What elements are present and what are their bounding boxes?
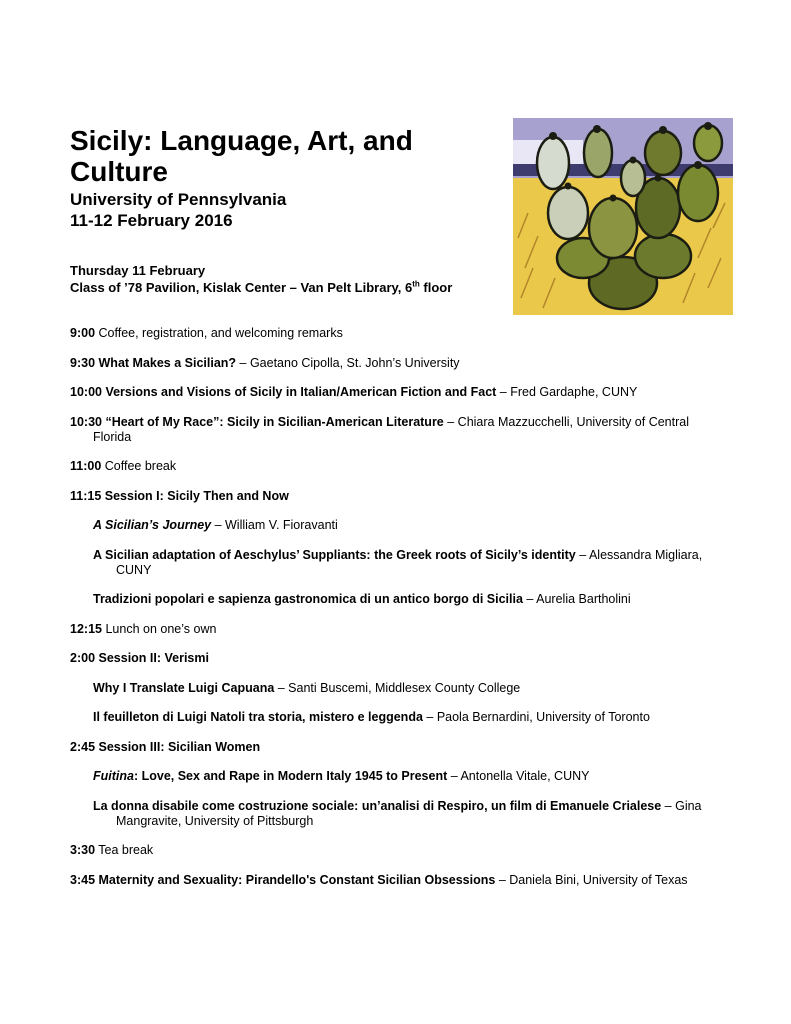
venue-text: Class of ’78 Pavilion, Kislak Center – Van Pelt Library, 6 (70, 280, 413, 295)
schedule-entry-1100 (70, 459, 720, 474)
talk-speaker: – William V. Fioravanti (211, 518, 338, 532)
entry-time: 12:15 (70, 621, 102, 636)
entry-description: Lunch on one’s own (101, 621, 217, 636)
title-line-1: Sicily: Language, Art, and (70, 125, 413, 156)
schedule (70, 326, 720, 902)
schedule-entry-0930 (70, 356, 720, 371)
entry-time: 2:00 (70, 651, 96, 665)
talk-title: : Love, Sex and Rape in Modern Italy 1945 to Present (133, 769, 448, 783)
talk-tradizioni-popolari (93, 592, 720, 607)
talk-sicilians-journey (93, 518, 720, 533)
entry-description: Coffee break (101, 459, 177, 473)
venue (70, 279, 452, 296)
session-title: Session III: Sicilian Women (95, 739, 261, 754)
cactus-painting (513, 118, 733, 315)
venue-superscript: th (412, 279, 420, 289)
schedule-entry-0900 (70, 326, 720, 341)
talk-speaker: – Gina Mangravite, University of Pittsburgh (116, 798, 702, 828)
entry-speaker: – Gaetano Cipolla, St. John’s University (236, 355, 460, 370)
schedule-entry-0330 (70, 843, 720, 858)
talk-title-italic: Fuitina (93, 769, 134, 783)
day-heading (70, 262, 452, 296)
entry-description: Coffee, registration, and welcoming remarks (95, 326, 343, 340)
talk-aeschylus-suppliants (93, 548, 720, 578)
session-title: Session I: Sicily Then and Now (101, 488, 289, 503)
talk-speaker: – Alessandra Migliara, CUNY (116, 547, 703, 577)
entry-time: 11:15 (70, 488, 102, 503)
talk-donna-disabile (93, 799, 720, 829)
institution: University of Pennsylvania (70, 190, 287, 209)
entry-time: 3:30 (70, 843, 96, 857)
schedule-entry-1000 (70, 385, 720, 400)
venue-floor: floor (419, 280, 453, 295)
talk-speaker: – Aurelia Bartholini (522, 592, 631, 606)
talk-title: Why I Translate Luigi Capuana (93, 680, 275, 695)
entry-time: 11:00 (70, 459, 102, 473)
schedule-entry-0200 (70, 651, 720, 666)
entry-title: Maternity and Sexuality: Pirandello's Constant Sicilian Obsessions (95, 872, 496, 887)
schedule-entry-0345 (70, 873, 720, 888)
talk-title: A Sicilian’s Journey (93, 518, 212, 532)
day-label: Thursday 11 February (70, 263, 206, 278)
schedule-entry-1215 (70, 622, 720, 637)
talk-translate-capuana (93, 681, 720, 696)
entry-title: Versions and Visions of Sicily in Italian/American Fiction and Fact (101, 385, 497, 399)
talk-speaker: – Santi Buscemi, Middlesex County College (274, 680, 521, 695)
talk-title: Tradizioni popolari e sapienza gastronomica di un antico borgo di Sicilia (93, 592, 523, 606)
talk-speaker: – Paola Bernardini, University of Toronto (422, 710, 650, 724)
title-line-2: Culture (70, 156, 168, 187)
schedule-entry-1115 (70, 489, 720, 504)
talk-speaker: – Antonella Vitale, CUNY (447, 769, 590, 783)
cactus-painting-image (513, 118, 733, 315)
talk-title: Il feuilleton di Luigi Natoli tra storia, mistero e leggenda (93, 710, 423, 724)
entry-time: 3:45 (70, 872, 96, 887)
document-header (70, 125, 490, 231)
talk-title: La donna disabile come costruzione sociale: un’analisi di Respiro, un film di Emanuele Crialese (93, 798, 662, 813)
entry-time: 10:00 (70, 385, 102, 399)
session-title: Session II: Verismi (95, 651, 209, 665)
entry-speaker: – Fred Gardaphe, CUNY (496, 385, 638, 399)
schedule-entry-0245 (70, 740, 720, 755)
talk-feuilleton-natoli (93, 710, 720, 725)
talk-fuitina (93, 769, 720, 784)
entry-speaker: – Daniela Bini, University of Texas (495, 872, 688, 887)
schedule-entry-1030 (70, 415, 720, 445)
entry-title: “Heart of My Race”: Sicily in Sicilian-American Literature (101, 414, 444, 429)
entry-speaker: – Chiara Mazzucchelli, University of Central Florida (93, 414, 689, 444)
entry-time: 9:00 (70, 326, 96, 340)
entry-title: What Makes a Sicilian? (95, 355, 237, 370)
entry-time: 2:45 (70, 739, 96, 754)
event-dates: 11-12 February 2016 (70, 211, 233, 230)
talk-title: A Sicilian adaptation of Aeschylus’ Suppliants: the Greek roots of Sicily’s identity (93, 547, 576, 562)
entry-description: Tea break (95, 843, 154, 857)
document-title (70, 125, 490, 187)
entry-time: 9:30 (70, 355, 96, 370)
entry-time: 10:30 (70, 414, 102, 429)
